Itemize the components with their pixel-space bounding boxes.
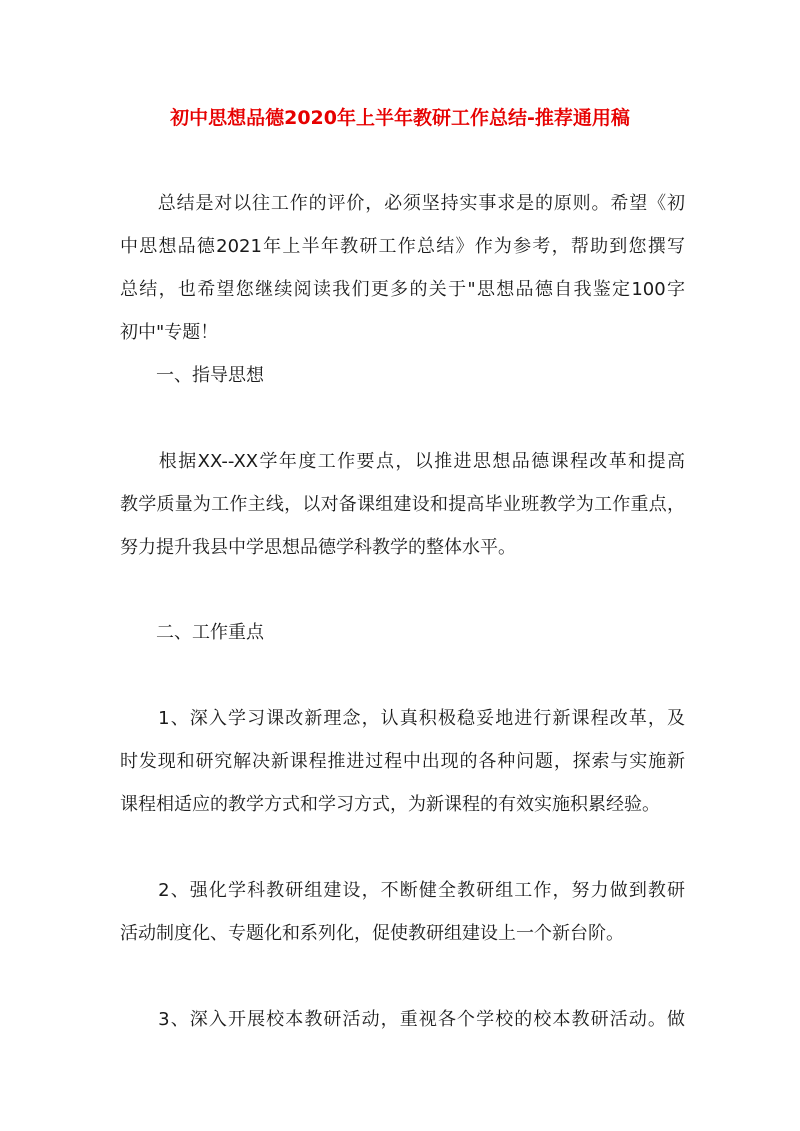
- intro-line-3: 总结，也希望您继续阅读我们更多的关于"思想品德自我鉴定100字: [120, 279, 685, 300]
- intro-line-1: 总结是对以往工作的评价，必须坚持实事求是的原则。希望《初: [120, 193, 685, 214]
- focus-item-2-line-2: 活动制度化、专题化和系列化，促使教研组建设上一个新台阶。: [120, 923, 624, 944]
- guiding-thought-line-1: 根据XX--XX学年度工作要点，以推进思想品德课程改革和提高: [120, 451, 685, 472]
- focus-item-2-line-1: 2、强化学科教研组建设，不断健全教研组工作，努力做到教研: [120, 880, 685, 901]
- intro-line-4: 初中"专题！: [120, 322, 219, 343]
- guiding-thought-line-3: 努力提升我县中学思想品德学科教学的整体水平。: [120, 537, 516, 558]
- focus-item-1-line-1: 1、深入学习课改新理念，认真积极稳妥地进行新课程改革，及: [120, 708, 685, 729]
- document-title: 初中思想品德2020年上半年教研工作总结-推荐通用稿: [170, 107, 630, 129]
- section-heading-guiding-thought: 一、指导思想: [120, 365, 264, 386]
- focus-item-1-line-3: 课程相适应的教学方式和学习方式，为新课程的有效实施积累经验。: [120, 794, 660, 815]
- section-heading-work-focus: 二、工作重点: [120, 622, 264, 643]
- focus-item-3-line-1: 3、深入开展校本教研活动，重视各个学校的校本教研活动。做: [120, 1009, 685, 1030]
- guiding-thought-line-2: 教学质量为工作主线，以对备课组建设和提高毕业班教学为工作重点，: [120, 494, 685, 515]
- intro-line-2: 中思想品德2021年上半年教研工作总结》作为参考，帮助到您撰写: [120, 236, 685, 257]
- focus-item-1-line-2: 时发现和研究解决新课程推进过程中出现的各种问题，探索与实施新: [120, 751, 685, 772]
